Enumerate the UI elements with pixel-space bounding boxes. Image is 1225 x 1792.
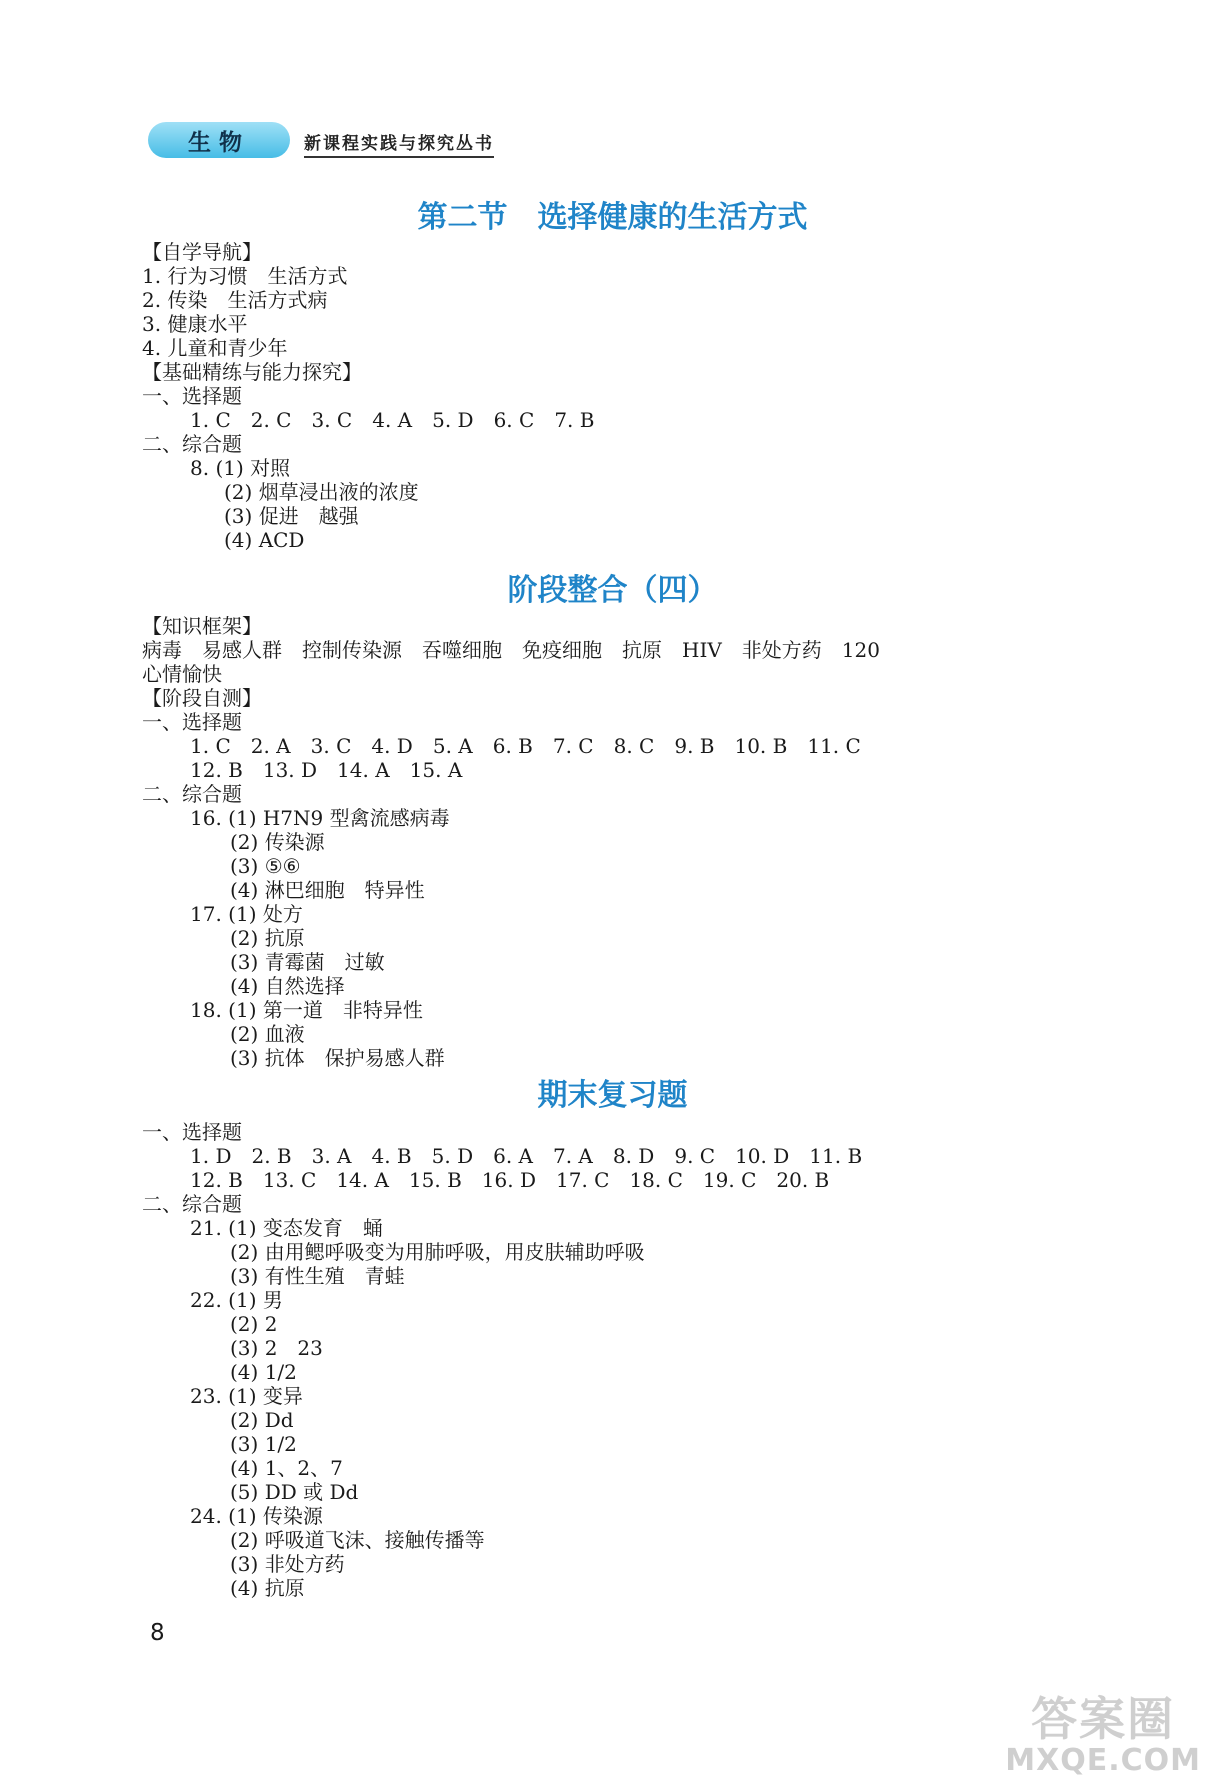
text-line: 12. B 13. C 14. A 15. B 16. D 17. C 18. C 19. C 20. B [190,1168,830,1192]
text-line: 一、选择题 [142,384,242,408]
text-line: 二、综合题 [142,782,242,806]
page-header [148,122,494,158]
text-line: 【自学导航】 [142,240,262,264]
text-line: 病毒 易感人群 控制传染源 吞噬细胞 免疫细胞 抗原 HIV 非处方药 120 [142,638,880,662]
text-line: 【阶段自测】 [142,686,262,710]
text-line: (4) 1、2、7 [230,1456,343,1480]
text-line: 24. (1) 传染源 [190,1504,323,1528]
text-line: (2) 2 [230,1312,278,1336]
text-line: (3) 非处方药 [230,1552,345,1576]
text-line: (4) 1/2 [230,1360,297,1384]
text-line: 一、选择题 [142,1120,242,1144]
section-title-stage-review: 阶段整合（四） [507,573,718,608]
text-line: (3) 有性生殖 青蛙 [230,1264,405,1288]
text-line: (4) ACD [224,528,305,552]
watermark-en: MXQE.COM [1005,1743,1201,1778]
section-title-final-review: 期末复习题 [537,1078,688,1113]
text-line: (4) 淋巴细胞 特异性 [230,878,425,902]
text-line: (3) 青霉菌 过敏 [230,950,385,974]
text-line: (2) 呼吸道飞沫、接触传播等 [230,1528,485,1552]
text-line: 一、选择题 [142,710,242,734]
section-final-review-body [142,1120,1042,1600]
text-line: (4) 自然选择 [230,974,345,998]
text-line: 二、综合题 [142,432,242,456]
text-line: (3) 抗体 保护易感人群 [230,1046,445,1070]
text-line: 心情愉快 [142,662,222,686]
text-line: 2. 传染 生活方式病 [142,288,328,312]
text-line: 8. (1) 对照 [190,456,291,480]
watermark-logo [1005,1683,1201,1778]
text-line: 12. B 13. D 14. A 15. A [190,758,463,782]
text-line: (2) Dd [230,1408,294,1432]
text-line: 18. (1) 第一道 非特异性 [190,998,423,1022]
text-line: 22. (1) 男 [190,1288,283,1312]
text-line: 3. 健康水平 [142,312,248,336]
text-line: 【知识框架】 [142,614,262,638]
text-line: (2) 由用鳃呼吸变为用肺呼吸，用皮肤辅助呼吸 [230,1240,645,1264]
text-line: 二、综合题 [142,1192,242,1216]
text-line: (4) 抗原 [230,1576,305,1600]
text-line: 21. (1) 变态发育 蛹 [190,1216,383,1240]
text-line: (3) 1/2 [230,1432,297,1456]
text-line: 17. (1) 处方 [190,902,303,926]
text-line: 1. D 2. B 3. A 4. B 5. D 6. A 7. A 8. D 9. C 10. D 11. B [190,1144,863,1168]
text-line: 【基础精练与能力探究】 [142,360,362,384]
text-line: (2) 血液 [230,1022,305,1046]
text-line: (3) ⑤⑥ [230,854,301,878]
watermark-cn: 答案圈 [1031,1692,1176,1746]
text-line: (2) 传染源 [230,830,325,854]
page-number: 8 [150,1620,165,1646]
text-line: (2) 烟草浸出液的浓度 [224,480,419,504]
text-line: 23. (1) 变异 [190,1384,303,1408]
text-line: 1. C 2. C 3. C 4. A 5. D 6. C 7. B [190,408,595,432]
text-line: (5) DD 或 Dd [230,1480,359,1504]
series-title: 新课程实践与探究丛书 [304,129,494,158]
section-lifestyle-body [142,240,1042,552]
text-line: (3) 2 23 [230,1336,323,1360]
text-line: (2) 抗原 [230,926,305,950]
text-line: 1. 行为习惯 生活方式 [142,264,348,288]
subject-badge: 生物 [148,122,290,158]
section-title-lifestyle: 第二节 选择健康的生活方式 [417,200,808,235]
text-line: 1. C 2. A 3. C 4. D 5. A 6. B 7. C 8. C 9. B 10. B 11. C [190,734,861,758]
text-line: 16. (1) H7N9 型禽流感病毒 [190,806,450,830]
text-line: (3) 促进 越强 [224,504,359,528]
section-stage-review-body [142,614,1042,1070]
text-line: 4. 儿童和青少年 [142,336,288,360]
